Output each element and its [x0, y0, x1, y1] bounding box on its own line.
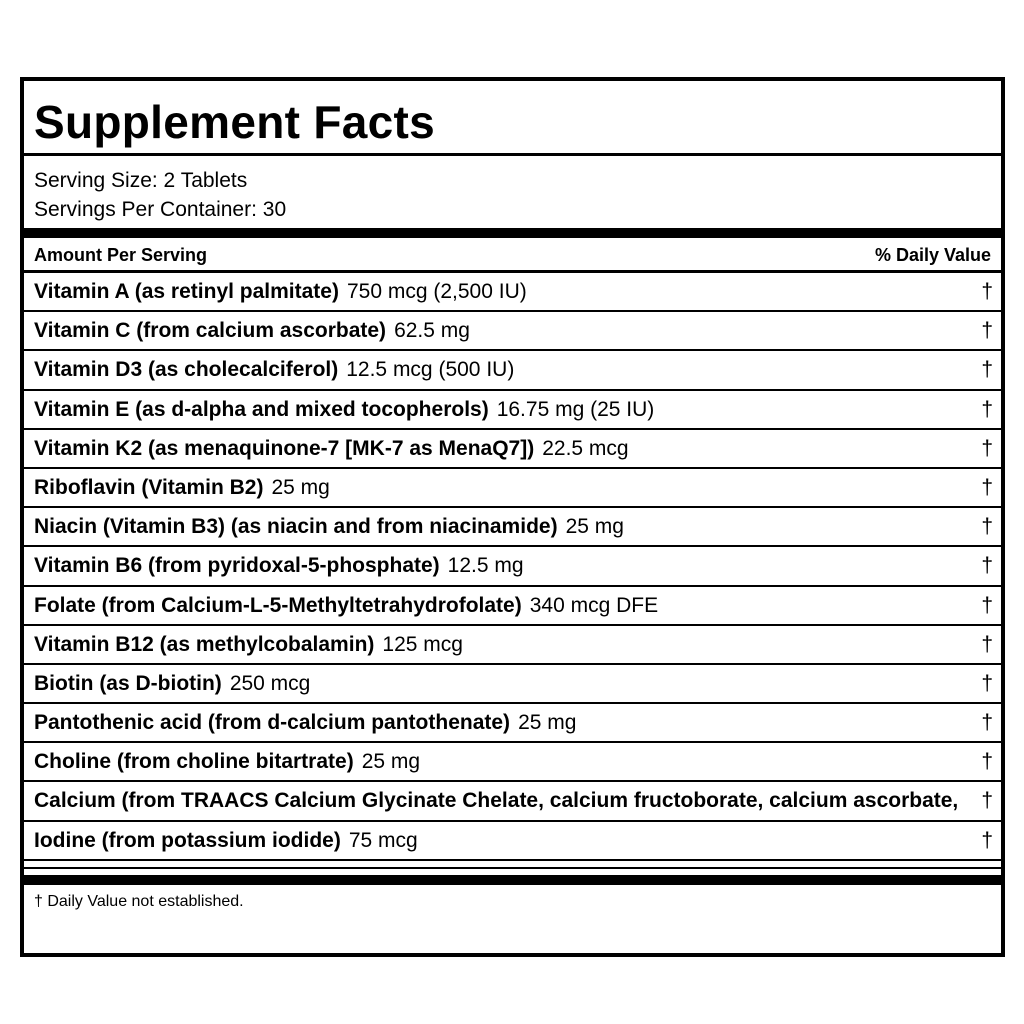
nutrient-row	[24, 351, 1001, 390]
nutrient-amount: 340 mcg DFE	[529, 593, 659, 617]
nutrient-daily-value: †	[981, 789, 993, 813]
nutrient-amount: 25 mg	[271, 475, 330, 499]
nutrient-row	[24, 704, 1001, 743]
nutrient-daily-value: †	[981, 750, 993, 774]
thick-divider	[24, 228, 1001, 238]
nutrient-row	[24, 273, 1001, 312]
nutrient-text	[34, 672, 310, 696]
nutrient-row	[24, 587, 1001, 626]
nutrient-amount: 750 mcg (2,500 IU)	[346, 280, 527, 303]
nutrient-daily-value: †	[981, 554, 993, 578]
panel-title: Supplement Facts	[34, 96, 435, 148]
nutrient-amount: 25 mg	[518, 711, 577, 735]
servings-per-container: Servings Per Container: 30	[34, 198, 287, 221]
nutrient-amount: 125 mcg	[382, 632, 463, 656]
serving-info	[24, 156, 1001, 228]
nutrient-daily-value: †	[981, 280, 993, 303]
nutrient-daily-value: †	[981, 711, 993, 735]
nutrient-text	[34, 750, 420, 774]
nutrient-text	[34, 280, 527, 304]
nutrient-name: Biotin (as D-biotin)	[34, 671, 222, 695]
nutrient-row	[24, 626, 1001, 665]
nutrient-daily-value: †	[981, 515, 993, 539]
nutrient-text	[34, 554, 524, 578]
nutrient-amount: 16.75 mg (25 IU)	[496, 397, 655, 421]
nutrient-text	[34, 829, 418, 853]
nutrient-name: Calcium (from TRAACS Calcium Glycinate Chelate, calcium fructoborate, calcium ascorbate,	[34, 789, 959, 813]
nutrient-name: Vitamin B6 (from pyridoxal-5-phosphate)	[34, 554, 440, 578]
nutrient-daily-value: †	[981, 593, 993, 617]
nutrient-text	[34, 476, 330, 500]
nutrient-row	[24, 547, 1001, 586]
nutrient-amount: 75 mcg	[348, 828, 418, 852]
nutrient-name: Vitamin A (as retinyl palmitate)	[34, 280, 339, 303]
nutrient-name: Vitamin D3 (as cholecalciferol)	[34, 358, 339, 382]
nutrient-amount: 25 mg	[565, 515, 624, 539]
nutrient-row	[24, 508, 1001, 547]
nutrient-name: Niacin (Vitamin B3) (as niacin and from niacinamide)	[34, 515, 558, 539]
nutrient-daily-value: †	[981, 319, 993, 343]
nutrient-name: Riboflavin (Vitamin B2)	[34, 475, 264, 499]
nutrient-amount: 12.5 mg	[447, 554, 524, 578]
nutrient-row	[24, 312, 1001, 351]
nutrient-name: Vitamin K2 (as menaquinone-7 [MK-7 as MenaQ7])	[34, 436, 535, 460]
nutrient-amount: 25 mg	[361, 750, 421, 774]
nutrient-text	[34, 319, 470, 343]
nutrient-row	[24, 822, 1001, 861]
supplement-facts-panel	[20, 77, 1005, 957]
nutrient-row	[24, 430, 1001, 469]
nutrient-name: Vitamin B12 (as methylcobalamin)	[34, 632, 375, 656]
nutrient-text	[34, 437, 629, 461]
bottom-thick-divider	[24, 875, 1001, 885]
column-header-row	[24, 238, 1001, 273]
nutrient-daily-value: †	[981, 358, 993, 382]
nutrient-amount: 62.5 mg	[394, 319, 470, 343]
footnote: † Daily Value not established.	[34, 892, 244, 910]
nutrient-text	[34, 515, 624, 539]
spacer-row	[24, 861, 1001, 869]
nutrient-daily-value: †	[981, 828, 993, 852]
nutrient-text	[34, 398, 654, 422]
nutrient-text	[34, 711, 576, 735]
nutrient-row	[24, 782, 1001, 821]
amount-per-serving-label: Amount Per Serving	[34, 245, 208, 265]
serving-size: Serving Size: 2 Tablets	[34, 169, 248, 192]
nutrient-name: Vitamin C (from calcium ascorbate)	[34, 319, 387, 343]
nutrient-text	[34, 789, 966, 813]
nutrient-name: Vitamin E (as d-alpha and mixed tocopherols)	[34, 397, 489, 421]
nutrient-daily-value: †	[981, 397, 993, 421]
nutrient-name: Iodine (from potassium iodide)	[34, 828, 341, 852]
nutrient-row	[24, 743, 1001, 782]
nutrient-amount: 22.5 mcg	[542, 436, 629, 460]
nutrient-list	[24, 273, 1001, 861]
nutrient-text	[34, 358, 514, 382]
nutrient-row	[24, 665, 1001, 704]
nutrient-daily-value: †	[981, 632, 993, 656]
daily-value-label: % Daily Value	[874, 245, 991, 265]
nutrient-row	[24, 391, 1001, 430]
nutrient-daily-value: †	[981, 671, 993, 695]
nutrient-row	[24, 469, 1001, 508]
nutrient-daily-value: †	[981, 436, 993, 460]
nutrient-text	[34, 633, 463, 657]
title-block	[24, 81, 1001, 156]
nutrient-amount: 12.5 mcg (500 IU)	[346, 358, 515, 382]
nutrient-name: Choline (from choline bitartrate)	[34, 750, 354, 774]
nutrient-name: Pantothenic acid (from d-calcium pantothenate)	[34, 711, 511, 735]
nutrient-name: Folate (from Calcium-L-5-Methyltetrahydrofolate)	[34, 593, 522, 617]
nutrient-daily-value: †	[981, 475, 993, 499]
nutrient-text	[34, 594, 658, 618]
nutrient-amount: 250 mcg	[229, 671, 311, 695]
